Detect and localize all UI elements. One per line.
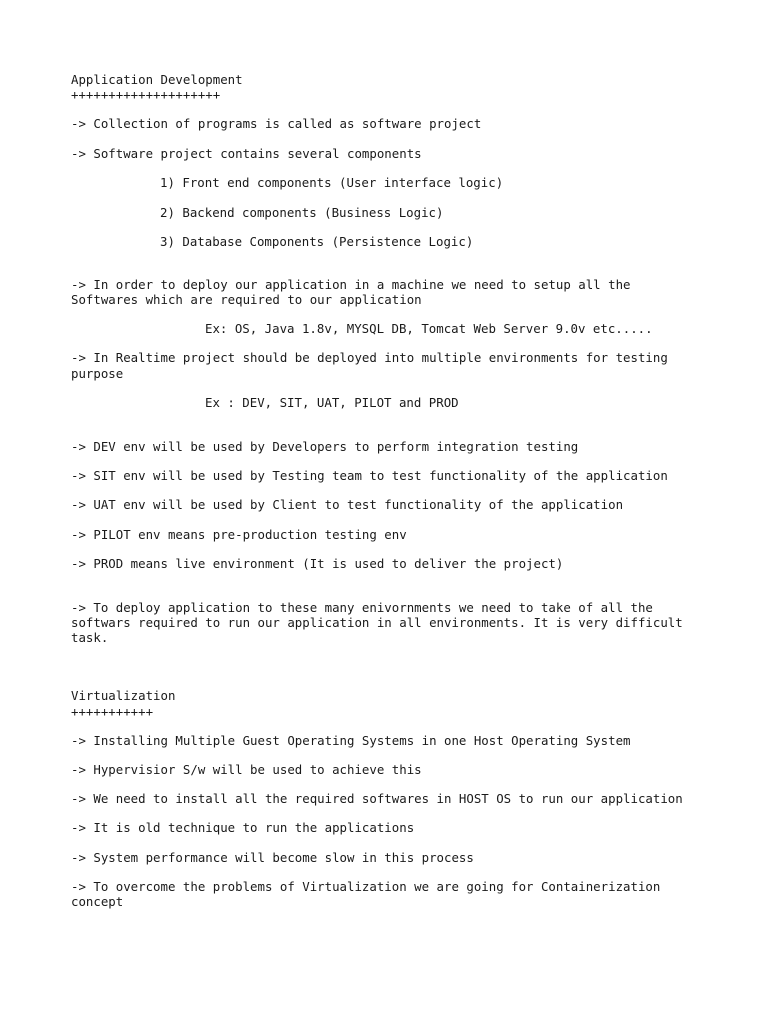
virtualization-point-hypervisor: -> Hypervisior S/w will be used to achieve this (71, 762, 422, 777)
virtualization-point-old-technique: -> It is old technique to run the applications (71, 820, 415, 835)
virtualization-point-containerization-line-2: concept (71, 894, 124, 909)
env-dev-line: -> DEV env will be used by Developers to perform integration testing (71, 439, 579, 454)
example-environments: Ex : DEV, SIT, UAT, PILOT and PROD (205, 395, 459, 410)
env-sit-line: -> SIT env will be used by Testing team to test functionality of the application (71, 468, 668, 483)
paragraph-many-envs-line-1: -> To deploy application to these many enivornments we need to take of all the (71, 600, 653, 615)
title-underline-virtualization: +++++++++++ (71, 704, 154, 719)
component-item-backend: 2) Backend components (Business Logic) (160, 205, 444, 220)
section-title-application-development: Application Development (71, 72, 243, 87)
paragraph-realtime-line-1: -> In Realtime project should be deployed into multiple environments for testing (71, 350, 668, 365)
component-item-database: 3) Database Components (Persistence Logic) (160, 234, 474, 249)
paragraph-deploy-line-2: Softwares which are required to our application (71, 292, 422, 307)
paragraph-deploy-line-1: -> In order to deploy our application in a machine we need to setup all the (71, 277, 631, 292)
virtualization-point-containerization-line-1: -> To overcome the problems of Virtualization we are going for Containerization (71, 879, 661, 894)
virtualization-point-host-os: -> We need to install all the required softwares in HOST OS to run our application (71, 791, 683, 806)
virtualization-point-guest-os: -> Installing Multiple Guest Operating Systems in one Host Operating System (71, 733, 631, 748)
virtualization-point-performance: -> System performance will become slow in this process (71, 850, 474, 865)
paragraph-realtime-line-2: purpose (71, 366, 124, 381)
paragraph-many-envs-line-2: softwars required to run our application in all environments. It is very difficult (71, 615, 683, 630)
paragraph-software-project-components: -> Software project contains several components (71, 146, 422, 161)
paragraph-collection-of-programs: -> Collection of programs is called as software project (71, 116, 482, 131)
env-pilot-line: -> PILOT env means pre-production testing env (71, 527, 407, 542)
env-prod-line: -> PROD means live environment (It is used to deliver the project) (71, 556, 564, 571)
title-underline: ++++++++++++++++++++ (71, 87, 221, 102)
env-uat-line: -> UAT env will be used by Client to test functionality of the application (71, 497, 624, 512)
paragraph-many-envs-line-3: task. (71, 630, 109, 645)
component-item-frontend: 1) Front end components (User interface logic) (160, 175, 504, 190)
section-title-virtualization: Virtualization (71, 688, 176, 703)
example-softwares: Ex: OS, Java 1.8v, MYSQL DB, Tomcat Web Server 9.0v etc..... (205, 321, 653, 336)
